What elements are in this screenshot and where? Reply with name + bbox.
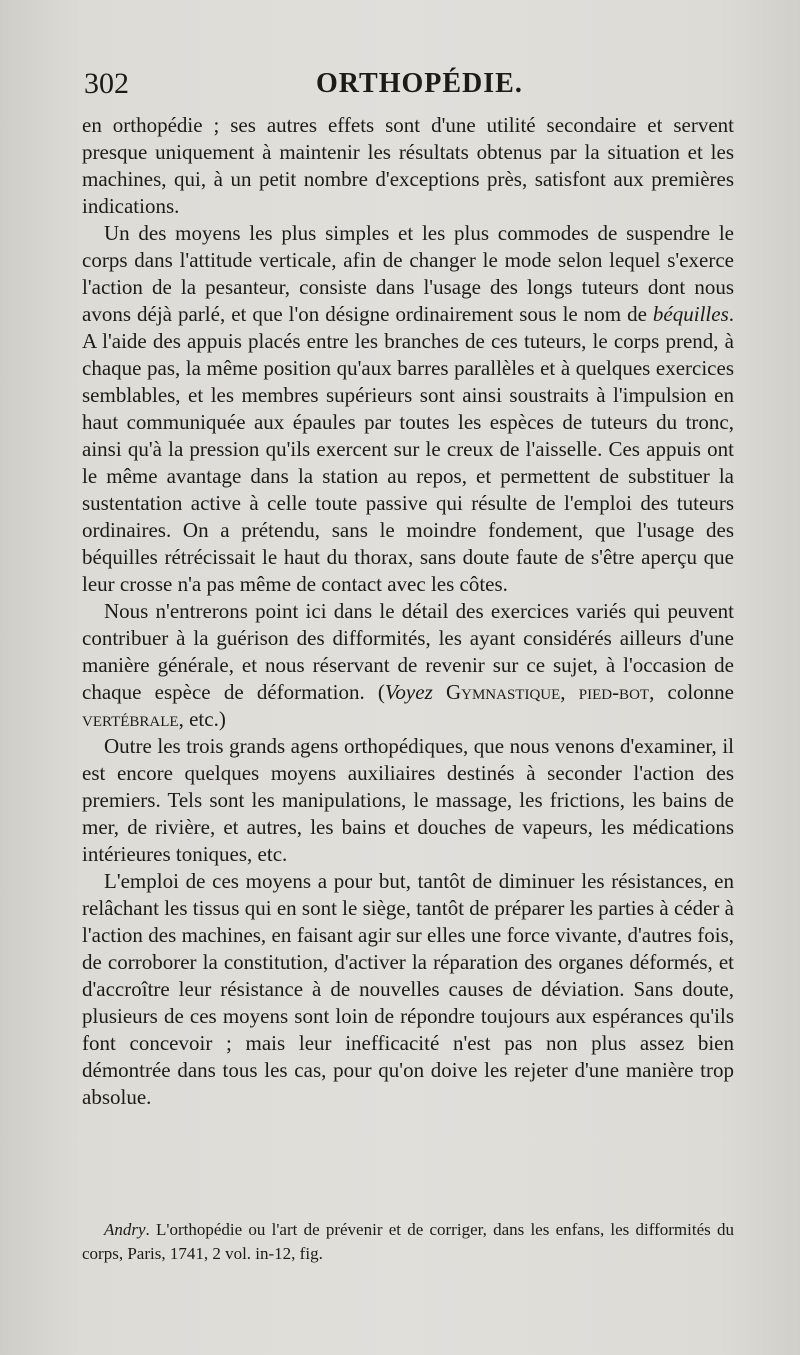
paragraph-3-gymnastique: Gymnastique [445, 680, 561, 704]
paragraph-3-text-a: Nous n'entrerons point ici dans le détail des exercices variés qui peuvent contribuer à la guérison des difformités, les ayant considérés ailleurs d'une manière générale, et nous réservant de revenir sur ce sujet, à l'occasion de chaque espèce de déformation. ( [82, 599, 734, 704]
paragraph-3-sep-1: , [560, 680, 579, 704]
paragraph-5 [82, 868, 734, 1111]
paragraph-1 [82, 112, 734, 220]
paragraph-4 [82, 733, 734, 868]
footnote-author: Andry [104, 1220, 146, 1239]
running-title: ORTHOPÉDIE. [316, 68, 523, 99]
paragraph-2-text-b: . A l'aide des appuis placés entre les branches de ces tuteurs, le corps prend, à chaque pas, la même position qu'aux barres parallèles et à quelques exercices semblables, et les membres supérieurs sont ainsi soustraits à l'impulsion en haut communiquée aux épaules par toutes les espèces de tuteurs du tronc, ainsi qu'à la pression qu'ils exercent sur le creux de l'aisselle. Ces appuis ont le même avantage dans la station au repos, et permettent de substituer la sustentation active à celle toute passive qui résulte de l'emploi des tuteurs ordinaires. On a prétendu, sans le moindre fondement, que l'usage des béquilles rétrécissait le haut du thorax, sans doute faute de s'être aperçu que leur crosse n'a pas même de contact avec les côtes. [82, 302, 734, 596]
paragraph-1-text: en orthopédie ; ses autres effets sont d'une utilité secondaire et servent presque uniquement à maintenir les résultats obtenus par la situation et les machines, qui, à un petit nombre d'exceptions près, satisfont aux premières indications. [82, 113, 734, 218]
page-header [84, 62, 734, 106]
paragraph-2-italic-term: béquilles [652, 302, 729, 326]
footnote-text: . L'orthopédie ou l'art de prévenir et de corriger, dans les enfans, les difformités du corps, Paris, 1741, 2 vol. in-12, fig. [82, 1220, 734, 1263]
page-number: 302 [84, 67, 129, 100]
paragraph-3-end: , etc.) [178, 707, 226, 731]
paragraph-3-vertebrale: vertébrale [82, 707, 179, 731]
body-text [82, 112, 734, 1111]
paragraph-3-sep-2: , colonne [649, 680, 734, 704]
paragraph-3-voyez: Voyez [384, 680, 433, 704]
paragraph-2 [82, 220, 734, 598]
footnote [82, 1218, 734, 1266]
paragraph-4-text: Outre les trois grands agens orthopédiques, que nous venons d'examiner, il est encore quelques moyens auxiliaires destinés à seconder l'action des premiers. Tels sont les manipulations, le massage, les frictions, les bains de mer, de rivière, et autres, les bains et douches de vapeurs, les médications intérieures toniques, etc. [82, 734, 734, 866]
paragraph-2-text-a: Un des moyens les plus simples et les plus commodes de suspendre le corps dans l'attitude verticale, afin de changer le mode selon lequel s'exerce l'action de la pesanteur, consiste dans l'usage des longs tuteurs dont nous avons déjà parlé, et que l'on désigne ordinairement sous le nom de [82, 221, 734, 326]
paragraph-5-text: L'emploi de ces moyens a pour but, tantôt de diminuer les résistances, en relâchant les tissus qui en sont le siège, tantôt de préparer les parties à céder à l'action des machines, en faisant agir sur elles une force vivante, d'autres fois, de corroborer la constitution, d'activer la réparation des organes déformés, et d'accroître leur résistance à de nouvelles causes de déviation. Sans doute, plusieurs de ces moyens sont loin de répondre toujours aux espérances qu'ils font concevoir ; mais leur inefficacité n'est pas non plus assez bien démontrée dans tous les cas, pour qu'on doive les rejeter d'une manière trop absolue. [82, 869, 734, 1109]
paragraph-3-pied-bot: pied-bot [578, 680, 650, 704]
paragraph-3 [82, 598, 734, 733]
